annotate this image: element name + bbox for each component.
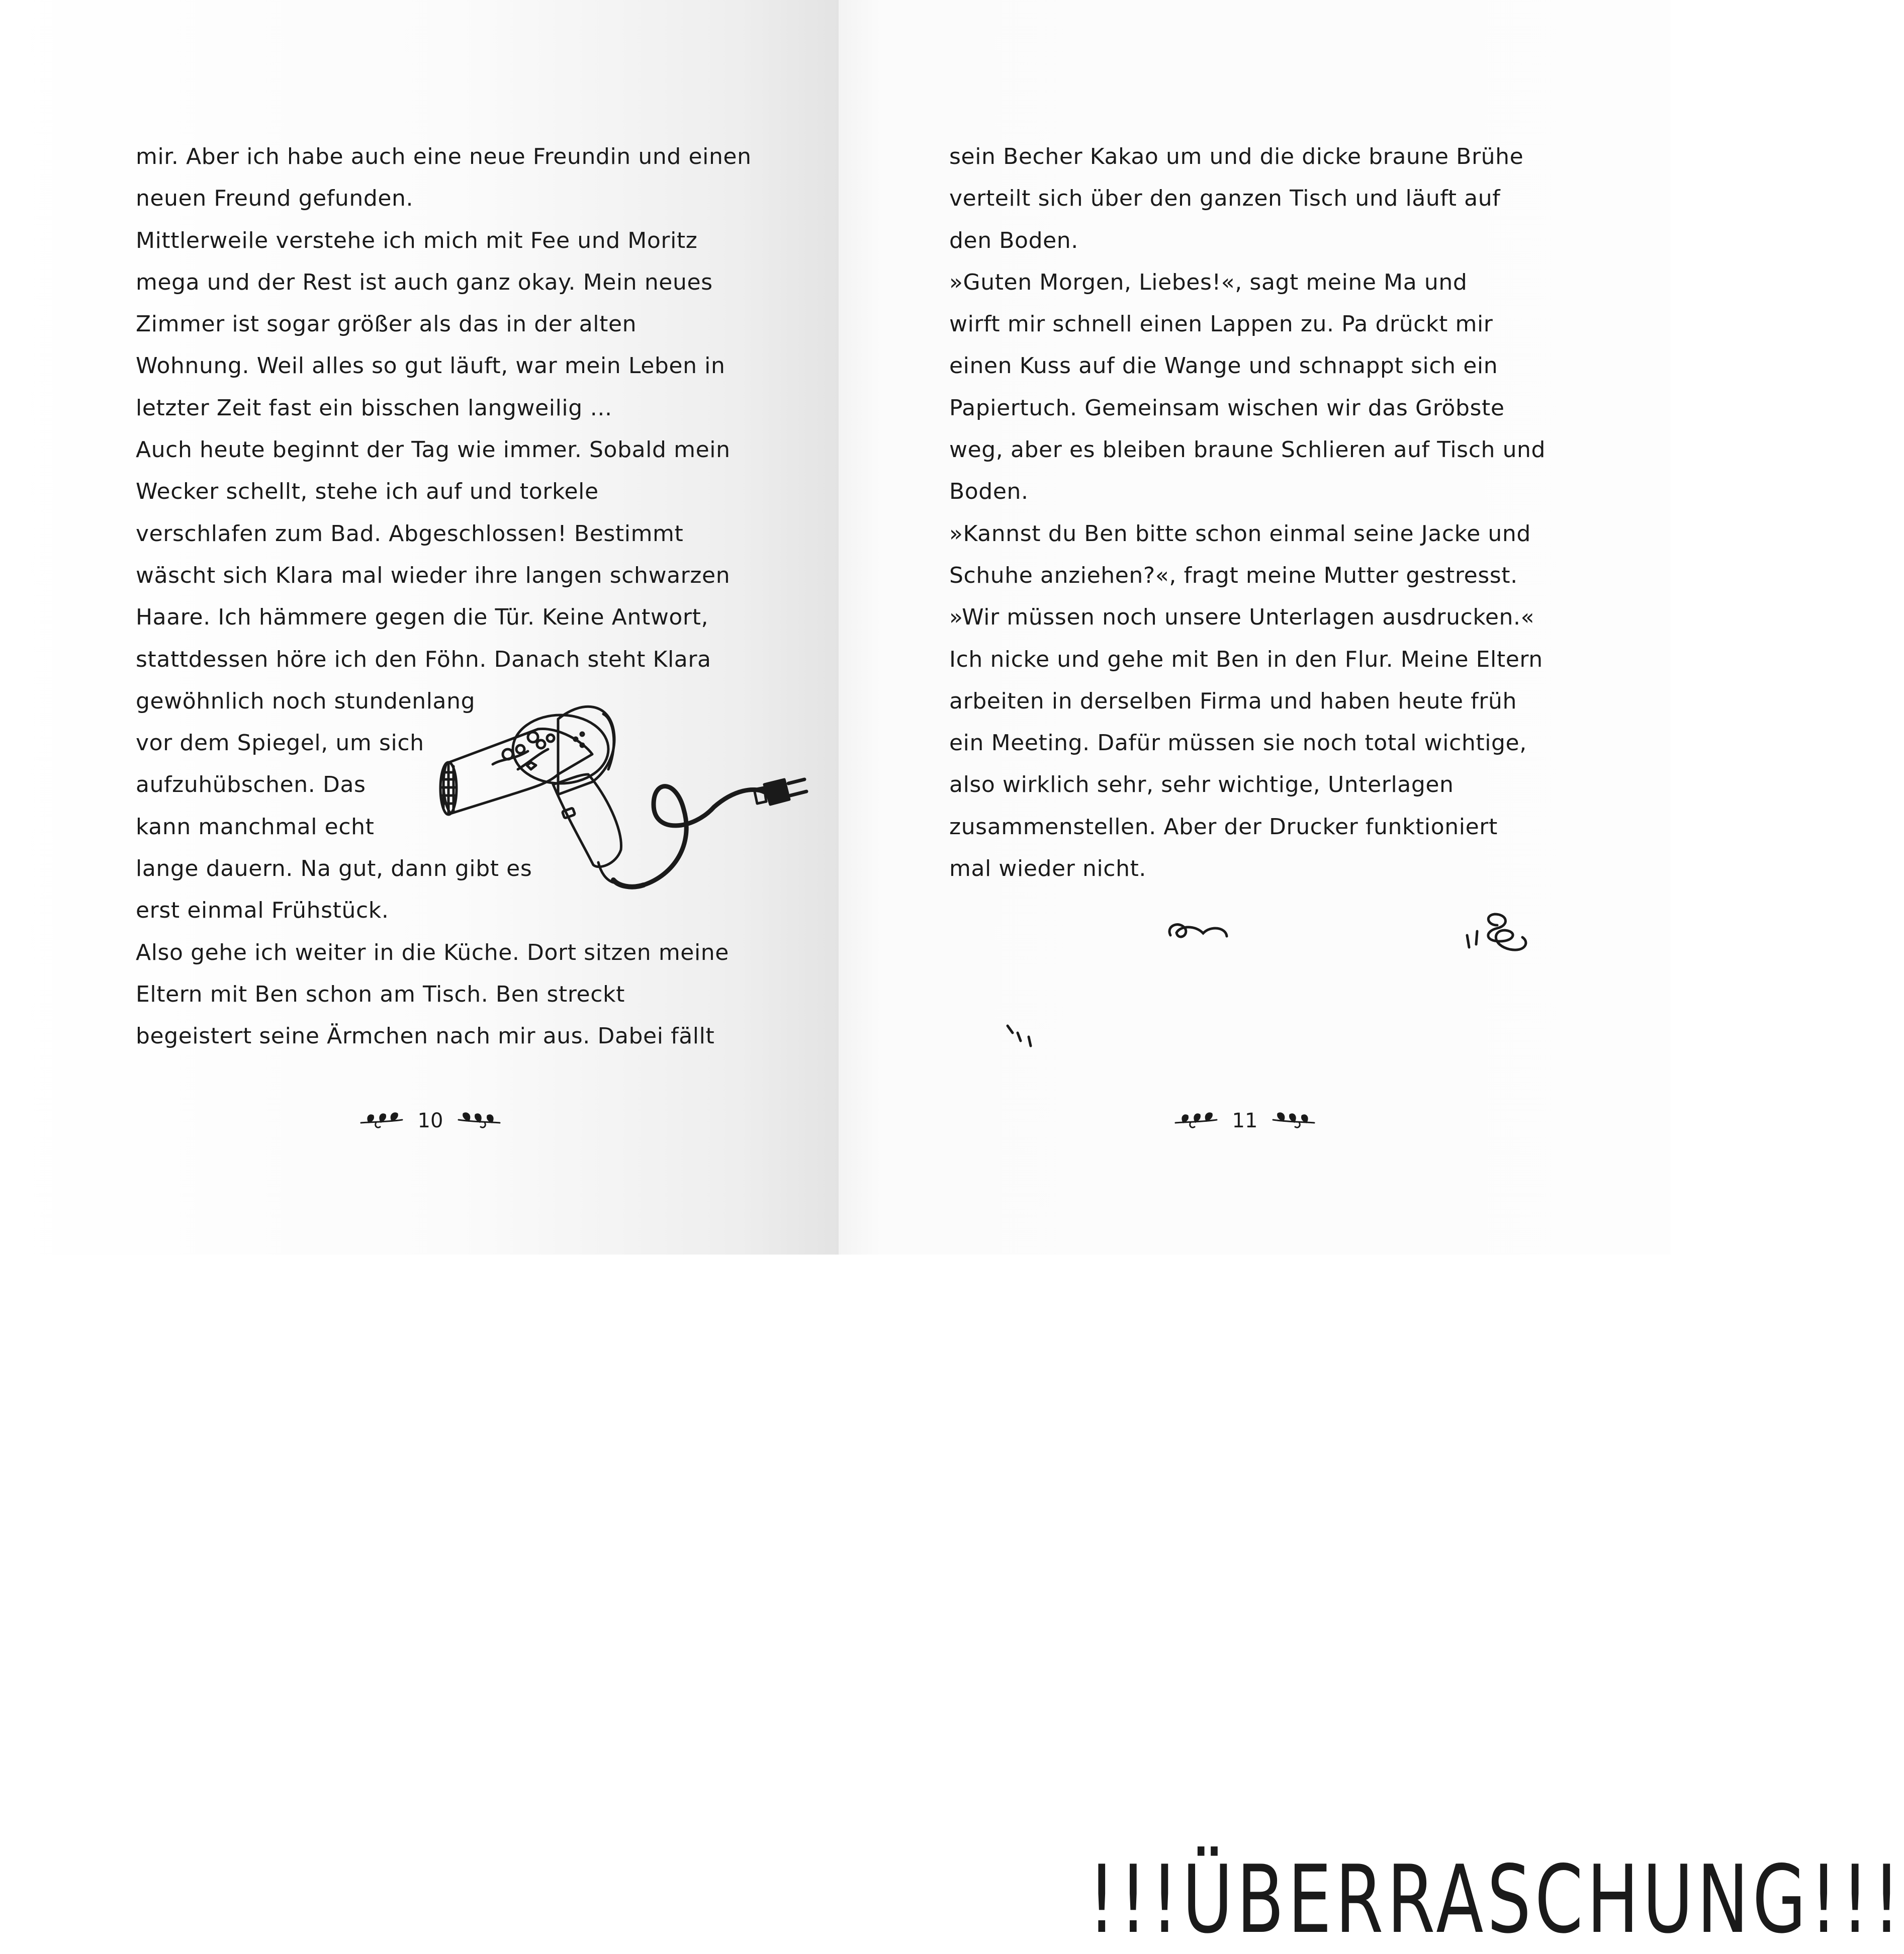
left-page-body: [136, 136, 752, 1057]
text-line: vor dem Spiegel, um sich: [136, 730, 424, 756]
text-line: Zimmer ist sogar größer als das in der alten: [136, 311, 637, 337]
text-line: Papiertuch. Gemeinsam wischen wir das Gröbste: [949, 395, 1505, 421]
text-line: sein Becher Kakao um und die dicke braune Brühe: [949, 144, 1524, 169]
text-line: mal wieder nicht.: [949, 856, 1147, 882]
text-line: Ich nicke und gehe mit Ben in den Flur. Meine Eltern: [949, 646, 1543, 672]
page-number: 10: [417, 1109, 443, 1132]
text-line: Wecker schellt, stehe ich auf und torkele: [136, 479, 599, 505]
page-footer: [1173, 1103, 1316, 1138]
text-line: Eltern mit Ben schon am Tisch. Ben streckt: [136, 981, 625, 1007]
text-line: gewöhnlich noch stundenlang: [136, 688, 476, 714]
text-line: Boden.: [949, 479, 1029, 505]
text-line: verschlafen zum Bad. Abgeschlossen! Bestimmt: [136, 520, 684, 547]
surprise-headline: !!!ÜBERRASCHUNG!!!: [1087, 1845, 1904, 1954]
text-line: »Wir müssen noch unsere Unterlagen ausdrucken.«: [949, 604, 1535, 631]
text-line: ein Meeting. Dafür müssen sie noch total wichtige,: [949, 730, 1527, 756]
text-line: begeistert seine Ärmchen nach mir aus. Dabei fällt: [136, 1023, 715, 1049]
text-line: Schuhe anziehen?«, fragt meine Mutter gestresst.: [949, 562, 1518, 588]
text-line: Auch heute beginnt der Tag wie immer. Sobald mein: [136, 437, 731, 463]
text-line: den Boden.: [949, 227, 1078, 253]
text-line: Wohnung. Weil alles so gut läuft, war mein Leben in: [136, 353, 726, 379]
leaf-sprig-icon: [359, 1110, 405, 1132]
text-line: zusammenstellen. Aber der Drucker funktioniert: [949, 814, 1498, 840]
text-line: arbeiten in derselben Firma und haben heute früh: [949, 688, 1517, 714]
left-page: [0, 0, 839, 1255]
text-line: verteilt sich über den ganzen Tisch und läuft auf: [949, 186, 1501, 212]
text-line: lange dauern. Na gut, dann gibt es: [136, 856, 532, 882]
text-line: Also gehe ich weiter in die Küche. Dort sitzen meine: [136, 939, 729, 965]
text-line: aufzuhübschen. Das: [136, 772, 366, 798]
right-page: [839, 0, 1904, 1954]
text-line: »Guten Morgen, Liebes!«, sagt meine Ma und: [949, 269, 1468, 295]
text-line: also wirklich sehr, sehr wichtige, Unterlagen: [949, 772, 1454, 798]
text-line: weg, aber es bleiben braune Schlieren auf Tisch und: [949, 437, 1546, 463]
text-line: mega und der Rest ist auch ganz okay. Mein neues: [136, 269, 713, 295]
text-line: einen Kuss auf die Wange und schnappt sich ein: [949, 353, 1498, 379]
right-page-body: [949, 136, 1546, 890]
leaf-sprig-icon: [1270, 1110, 1316, 1132]
text-line: letzter Zeit fast ein bisschen langweilig …: [136, 395, 612, 421]
text-line: wäscht sich Klara mal wieder ihre langen schwarzen: [136, 562, 731, 588]
text-line: »Kannst du Ben bitte schon einmal seine Jacke und: [949, 520, 1531, 547]
text-line: kann manchmal echt: [136, 814, 375, 840]
text-line: neuen Freund gefunden.: [136, 186, 414, 212]
page-footer: [359, 1103, 502, 1138]
text-line: wirft mir schnell einen Lappen zu. Pa drückt mir: [949, 311, 1493, 337]
text-line: Mittlerweile verstehe ich mich mit Fee und Moritz: [136, 227, 698, 253]
text-line: erst einmal Frühstück.: [136, 898, 389, 924]
text-line: stattdessen höre ich den Föhn. Danach steht Klara: [136, 646, 711, 672]
text-line: mir. Aber ich habe auch eine neue Freundin und einen: [136, 144, 752, 169]
leaf-sprig-icon: [1173, 1110, 1220, 1132]
hair-dryer-icon: [432, 699, 825, 900]
text-line: Haare. Ich hämmere gegen die Tür. Keine Antwort,: [136, 604, 709, 631]
leaf-sprig-icon: [456, 1110, 502, 1132]
page-number: 11: [1232, 1109, 1258, 1132]
